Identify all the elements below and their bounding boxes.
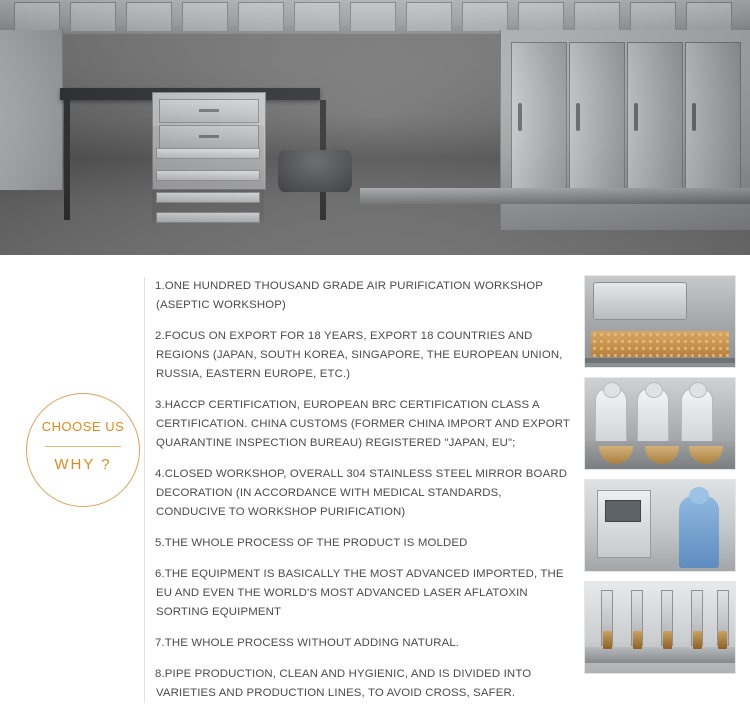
- thumbnail-column: [584, 275, 736, 674]
- hero-conveyor: [360, 188, 750, 204]
- feature-list: [144, 277, 574, 703]
- list-item: 7.THE WHOLE PROCESS WITHOUT ADDING NATURAL.: [155, 637, 460, 649]
- hero-press-machine: [278, 150, 352, 192]
- thumbnail-workers-sorting: [584, 377, 736, 470]
- thumbnail-roasting-line: [584, 275, 736, 368]
- badge-line-1: CHOOSE US: [41, 419, 125, 434]
- badge-divider: [45, 446, 121, 447]
- list-item: 2.FOCUS ON EXPORT FOR 18 YEARS, EXPORT 18 COUNTRIES AND REGIONS (JAPAN, SOUTH KOREA, SINGAPORE, THE EUROPEAN UNION, RUSSIA, EASTERN EUROPE, ETC.): [155, 330, 563, 380]
- list-item: 4.CLOSED WORKSHOP, OVERALL 304 STAINLESS STEEL MIRROR BOARD DECORATION (IN ACCORDANCE WITH MEDICAL STANDARDS, CONDUCIVE TO WORKSHOP PURIFICATION): [155, 468, 568, 518]
- hero-shelf-unit: [152, 126, 264, 222]
- badge-line-2: WHY ?: [54, 456, 112, 473]
- why-choose-us-badge: [26, 393, 140, 507]
- list-item: 3.HACCP CERTIFICATION, EUROPEAN BRC CERTIFICATION CLASS A CERTIFICATION. CHINA CUSTOMS (FORMER CHINA IMPORT AND EXPORT QUARANTINE INSPECTION BUREAU) REGISTERED "JAPAN, EU";: [155, 399, 570, 449]
- hero-wall: [0, 30, 63, 190]
- list-item: 5.THE WHOLE PROCESS OF THE PRODUCT IS MOLDED: [155, 537, 468, 549]
- hero-factory-photo: [0, 0, 750, 255]
- thumbnail-operator-control-panel: [584, 479, 736, 572]
- list-item: 6.THE EQUIPMENT IS BASICALLY THE MOST ADVANCED IMPORTED, THE EU AND EVEN THE WORLD'S MOST ADVANCED LASER AFLATOXIN SORTING EQUIPMENT: [155, 568, 564, 618]
- content-area: [0, 255, 750, 710]
- hero-ceiling: [0, 0, 750, 34]
- list-item: 8.PIPE PRODUCTION, CLEAN AND HYGIENIC, AND IS DIVIDED INTO VARIETIES AND PRODUCTION LINES, TO AVOID CROSS, SAFER.: [155, 668, 532, 699]
- list-item: 1.ONE HUNDRED THOUSAND GRADE AIR PURIFICATION WORKSHOP (ASEPTIC WORKSHOP): [155, 280, 543, 311]
- thumbnail-filling-line: [584, 581, 736, 674]
